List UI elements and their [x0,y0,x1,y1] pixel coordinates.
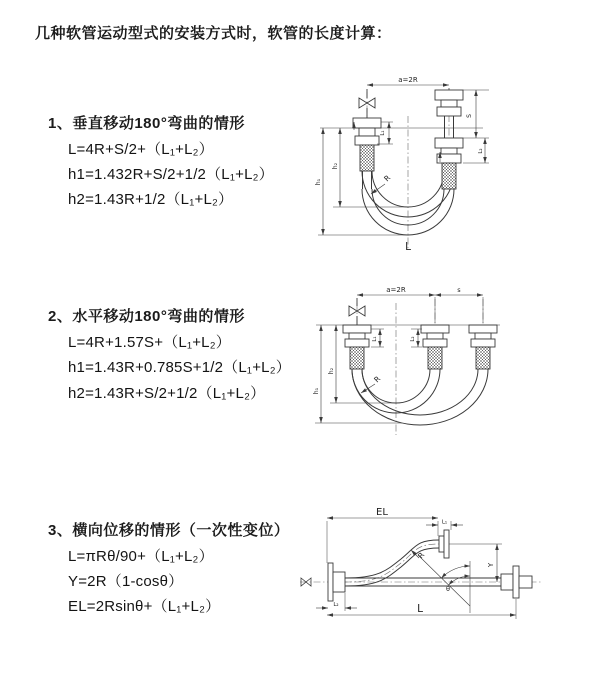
d1-label-l: L [405,241,411,253]
section-2-heading: 2、水平移动180°弯曲的情形 [48,308,245,325]
d1-valve-icon [359,89,375,118]
d3-construction-lines [418,555,470,613]
d2-label-h2: h₂ [328,367,335,375]
d3-label-l1: L₁ [441,519,448,526]
d2-dimension-lines [315,295,500,423]
section-3-formula-Y: Y=2R（1-cosθ） [68,573,184,590]
d1-label-l1: L₁ [380,130,386,136]
section-1-heading: 1、垂直移动180°弯曲的情形 [48,115,245,132]
section-3-formula-EL: EL=2Rsinθ+（L₁+L₂） [68,598,221,615]
section-2-formula-h1: h1=1.43R+0.785S+1/2（L₁+L₂） [68,359,291,376]
section-3-heading: 3、横向位移的情形（一次性变位） [48,522,290,539]
section-2-formula-L: L=4R+1.57S+（L₁+L₂） [68,334,231,351]
section-3-formula-L: L=πRθ/90+（L₁+L₂） [68,548,214,565]
diagram-lateral-displacement [298,503,600,648]
d3-label-r: R [415,550,427,561]
d1-dimension-lines [318,85,489,235]
d1-label-s: S [466,114,473,118]
d3-dimension-lines [316,518,516,619]
section-1-formula-L: L=4R+S/2+（L₁+L₂） [68,141,214,158]
d3-label-l2: L₂ [333,602,339,608]
section-1-formula-h1: h1=1.432R+S/2+1/2（L₁+L₂） [68,166,274,183]
d1-label-l2: L₂ [478,148,484,154]
diagram-horizontal-180-bend [310,283,600,460]
page-title: 几种软管运动型式的安装方式时，软管的长度计算： [35,25,392,42]
diagram-vertical-180-bend [313,72,595,262]
d3-label-y: Y [487,562,495,568]
d2-valve-icon [349,298,365,325]
d3-label-theta: θ [446,585,450,593]
d1-label-h2: h₂ [332,162,339,170]
d2-label-l2: L₂ [410,336,416,342]
d2-label-s: s [457,286,461,294]
d3-label-l: L [417,603,423,615]
d2-label-r: R [372,374,383,385]
d1-label-h1: h₁ [315,178,322,186]
d1-labels [315,76,484,253]
section-1-formula-h2: h2=1.43R+1/2（L₁+L₂） [68,191,234,208]
d3-label-el: EL [376,507,388,518]
d2-label-l1: L₁ [372,336,378,342]
d3-labels [333,507,495,615]
section-2-formula-h2: h2=1.43R+S/2+1/2（L₁+L₂） [68,385,266,402]
d2-label-a2r: a=2R [386,286,406,294]
d2-label-h1: h₁ [313,387,320,395]
d1-label-r: R [382,173,393,184]
d1-label-a2r: a=2R [398,76,418,84]
